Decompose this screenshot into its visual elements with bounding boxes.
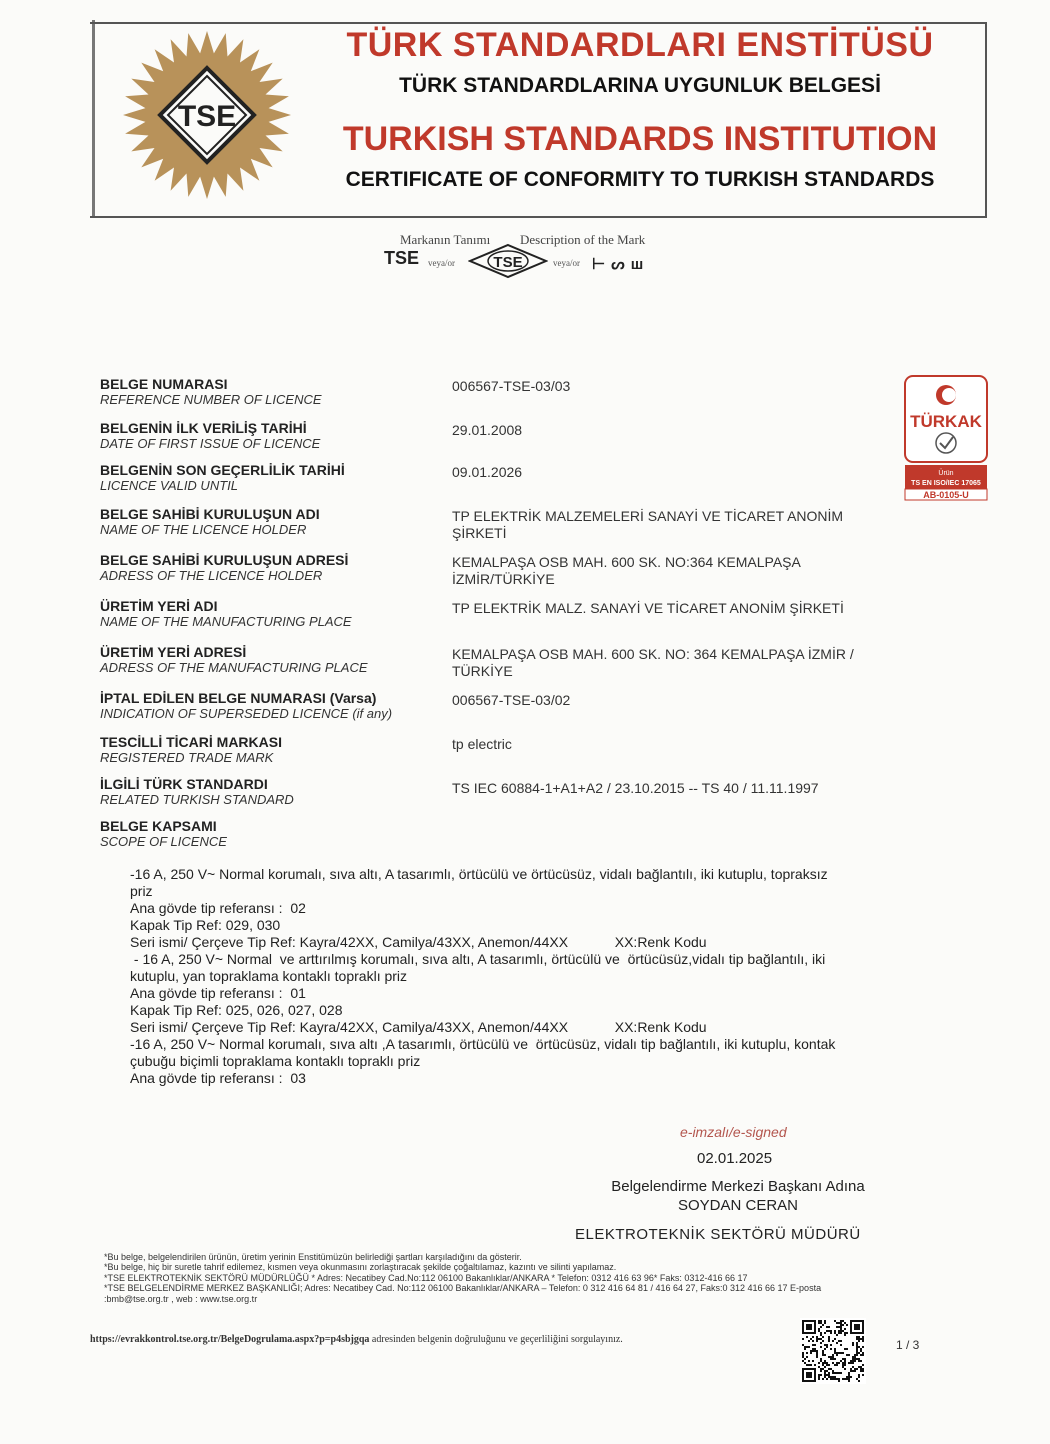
footnote-line: *Bu belge, belgelendirilen ürünün, üretim yerinin Enstitümüzün belirlediği şartları karşıladığını da gösterir. [104, 1252, 522, 1262]
field-value: TP ELEKTRİK MALZEMELERİ SANAYİ VE TİCARET ANONİM [452, 508, 844, 524]
field-sublabel: NAME OF THE LICENCE HOLDER [100, 522, 307, 537]
field-value: 09.01.2026 [452, 464, 523, 480]
field-label: BELGE NUMARASI [100, 376, 228, 392]
field-label: BELGE SAHİBİ KURULUŞUN ADRESİ [100, 552, 349, 568]
field-sublabel: REGISTERED TRADE MARK [100, 750, 274, 765]
field-value: tp electric [452, 736, 512, 752]
mark-or-2: veya/or [553, 258, 580, 268]
field-label: İLGİLİ TÜRK STANDARDI [100, 776, 268, 792]
mark-label-tr: Markanın Tanımı [400, 232, 491, 247]
mark-label-en: Description of the Mark [520, 232, 646, 247]
field-value: 006567-TSE-03/02 [452, 692, 571, 708]
field-label: ÜRETİM YERİ ADRESİ [100, 644, 247, 660]
footnote-line: *Bu belge, hiç bir suretle tahrif edilemez, kısmen veya okunmasını zorlaştıracak şekilde çoğaltılamaz, kazıntı ve silinti yapılamaz. [104, 1262, 617, 1273]
mark-text-tse: TSE [384, 248, 420, 268]
field-sublabel: DATE OF FIRST ISSUE OF LICENCE [100, 436, 321, 451]
scope-line: Seri ismi/ Çerçeve Tip Ref: Kayra/42XX, Camilya/43XX, Anemon/44XX XX:Renk Kodu [130, 1019, 707, 1035]
scope-line: kutuplu, yan topraklama kontaklı topraklı priz [130, 968, 408, 984]
tse-sunburst-logo [122, 20, 292, 210]
field-value: 006567-TSE-03/03 [452, 378, 571, 394]
turkak-line2: TS EN ISO/IEC 17065 [911, 480, 981, 487]
scope-line: Kapak Tip Ref: 025, 026, 027, 028 [130, 1002, 343, 1018]
field-value: 29.01.2008 [452, 422, 523, 438]
field-label: BELGE SAHİBİ KURULUŞUN ADI [100, 506, 320, 522]
mark-logo-text: TSE [493, 254, 523, 271]
scope-line: -16 A, 250 V~ Normal korumalı, sıva altı ,A tasarımlı, örtücülü ve örtücüsüz, vidalı tip bağlantılı, iki kutuplu, kontak [130, 1036, 836, 1052]
field-value-continued: ŞİRKETİ [452, 525, 507, 541]
signatory-title: ELEKTROTEKNİK SEKTÖRÜ MÜDÜRÜ [575, 1226, 861, 1243]
footnote-line: :bmb@tse.org.tr , web : www.tse.org.tr [104, 1293, 258, 1304]
signatory-name: SOYDAN CERAN [677, 1197, 799, 1214]
field-value: TS IEC 60884-1+A1+A2 / 23.10.2015 -- TS 40 / 11.11.1997 [452, 780, 819, 796]
e-signed-label: e-imzalı/e-signed [680, 1124, 787, 1140]
scope-line: - 16 A, 250 V~ Normal ve arttırılmış korumalı, sıva altı, A tasarımlı, örtücülü ve örtücüsüz,vidalı tip bağlantılı, iki [130, 951, 826, 967]
scope-line: Ana gövde tip referansı : 03 [130, 1070, 306, 1086]
field-label: İPTAL EDİLEN BELGE NUMARASI (Varsa) [100, 690, 377, 706]
field-sublabel: NAME OF THE MANUFACTURING PLACE [100, 614, 352, 629]
field-label: BELGENİN SON GEÇERLİLİK TARİHİ [100, 462, 345, 478]
mark-vertical-tse: ⊢ ᔕ ш [592, 256, 645, 273]
turkak-name: TÜRKAK [910, 412, 982, 431]
field-sublabel: REFERENCE NUMBER OF LICENCE [100, 392, 322, 407]
field-sublabel: RELATED TURKISH STANDARD [100, 792, 294, 807]
verification-url[interactable]: https://evrakkontrol.tse.org.tr/BelgeDogrulama.aspx?p=p4sbjgqa [90, 1334, 370, 1345]
footnotes [104, 1252, 964, 1304]
scope-line: -16 A, 250 V~ Normal korumalı, sıva altı, A tasarımlı, örtücülü ve örtücüsüz, vidalı bağlantılı, iki kutuplu, topraksız [130, 866, 828, 882]
signatory-org: Belgelendirme Merkezi Başkanı Adına [611, 1178, 865, 1195]
scope-line: Seri ismi/ Çerçeve Tip Ref: Kayra/42XX, Camilya/43XX, Anemon/44XX XX:Renk Kodu [130, 934, 707, 950]
field-label: TESCİLLİ TİCARİ MARKASI [100, 734, 282, 750]
field-sublabel: ADRESS OF THE MANUFACTURING PLACE [100, 660, 368, 675]
field-value-continued: TÜRKİYE [452, 663, 513, 679]
title-tr: TÜRK STANDARDLARI ENSTİTÜSÜ [346, 26, 934, 64]
field-value: KEMALPAŞA OSB MAH. 600 SK. NO: 364 KEMALPAŞA İZMİR / [452, 646, 854, 662]
title-en: TURKISH STANDARDS INSTITUTION [342, 120, 938, 158]
footnote-line: *TSE BELGELENDİRME MERKEZ BAŞKANLIĞI; Adres: Necatibey Cad. No:112 06100 Bakanlıklar/ANKARA – Telefon: 0 312 416 64 81 / 416 64 27, Faks:0 312 416 66 17 E-posta [104, 1283, 822, 1294]
field-value-continued: İZMİR/TÜRKİYE [452, 571, 555, 587]
field-value: TP ELEKTRİK MALZ. SANAYİ VE TİCARET ANONİM ŞİRKETİ [452, 600, 844, 616]
scope-of-licence-text [130, 866, 950, 1087]
field-sublabel: INDICATION OF SUPERSEDED LICENCE (if any) [100, 706, 393, 721]
scope-line: çubuğu biçimli topraklama kontaklı topraklı priz [130, 1053, 421, 1069]
field-label: ÜRETİM YERİ ADI [100, 598, 218, 614]
verification-note [90, 1334, 623, 1345]
field-label: BELGENİN İLK VERİLİŞ TARİHİ [100, 420, 307, 436]
verification-text: adresinden belgenin doğruluğunu ve geçerliliğini sorgulayınız. [369, 1334, 623, 1345]
field-label: BELGE KAPSAMI [100, 818, 217, 834]
field-sublabel: LICENCE VALID UNTIL [100, 478, 238, 493]
page-number: 1 / 3 [896, 1338, 920, 1352]
qr-code [800, 1318, 866, 1384]
turkak-line1: Ürün [938, 470, 954, 477]
field-sublabel: ADRESS OF THE LICENCE HOLDER [100, 568, 323, 583]
mark-or-1: veya/or [428, 258, 455, 268]
subtitle-tr: TÜRK STANDARDLARINA UYGUNLUK BELGESİ [399, 74, 881, 97]
tse-logo-text: TSE [177, 100, 237, 133]
scope-line: Ana gövde tip referansı : 01 [130, 985, 306, 1001]
footnote-line: *TSE ELEKTROTEKNİK SEKTÖRÜ MÜDÜRLÜĞÜ * Adres: Necatibey Cad.No:112 06100 Bakanlıklar/ANKARA * Telefon: 0312 416 63 96* Faks: 0312-416 66 17 [104, 1272, 748, 1283]
mark-diamond-logo [468, 243, 548, 279]
scope-line: priz [130, 883, 153, 899]
turkak-accreditation-badge [904, 375, 988, 501]
subtitle-en: CERTIFICATE OF CONFORMITY TO TURKISH STANDARDS [345, 168, 935, 191]
field-sublabel: SCOPE OF LICENCE [100, 834, 227, 849]
field-value: KEMALPAŞA OSB MAH. 600 SK. NO:364 KEMALPAŞA [452, 554, 801, 570]
turkak-code: AB-0105-U [923, 490, 969, 500]
signature-date: 02.01.2025 [697, 1150, 773, 1167]
scope-line: Kapak Tip Ref: 029, 030 [130, 917, 281, 933]
scope-line: Ana gövde tip referansı : 02 [130, 900, 306, 916]
